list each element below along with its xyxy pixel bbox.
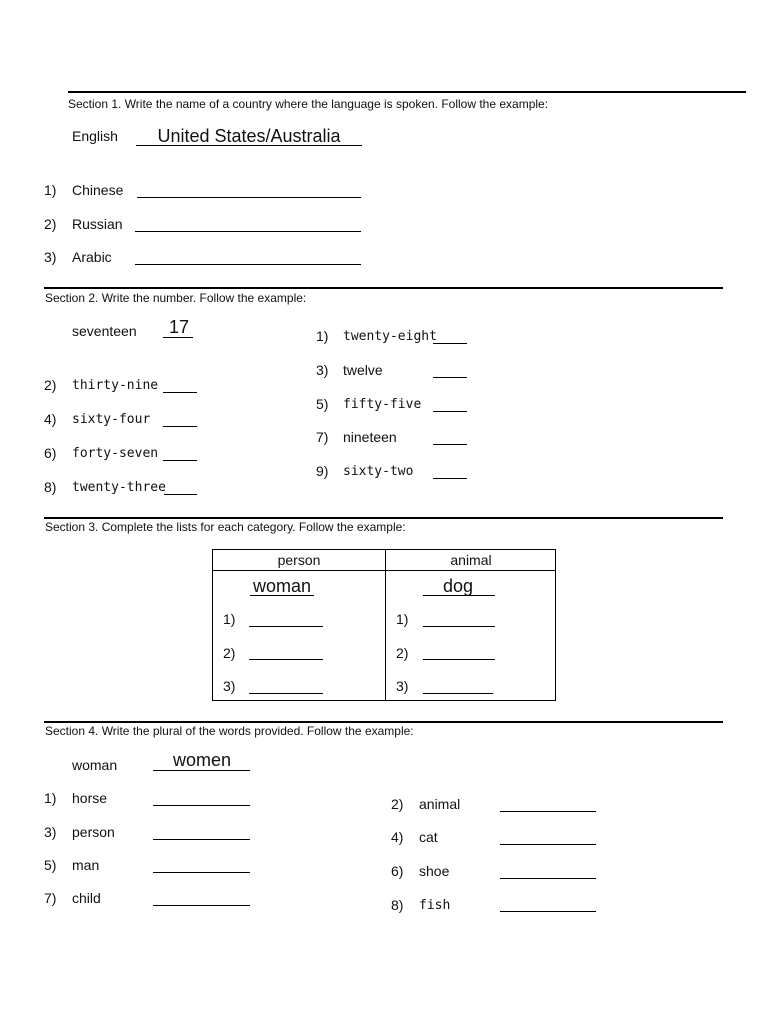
category-table — [212, 549, 556, 701]
section2-item-number: 9) — [316, 463, 329, 479]
section3-rule — [44, 517, 723, 519]
section4-answer-blank[interactable] — [500, 911, 596, 912]
section1-example-answer: United States/Australia — [157, 126, 341, 146]
section4-item-number: 8) — [391, 897, 404, 913]
section2-item-word: nineteen — [343, 429, 397, 445]
section1-example-blank — [136, 145, 362, 146]
section2-item-word: forty-seven — [72, 446, 159, 461]
section1-item-number: 1) — [44, 182, 57, 198]
person-example-blank — [250, 595, 314, 596]
section4-answer-blank[interactable] — [153, 839, 250, 840]
column-header-animal: animal — [450, 552, 492, 568]
section4-example-answer: women — [172, 750, 232, 770]
section4-item-word: animal — [419, 796, 461, 812]
section2-title: Section 2. Write the number. Follow the example: — [45, 291, 307, 305]
section3-title: Section 3. Complete the lists for each category. Follow the example: — [45, 520, 406, 534]
section2-item-number: 4) — [44, 411, 57, 427]
person-answer-blank[interactable] — [249, 626, 323, 627]
animal-item-number: 3) — [396, 678, 409, 694]
section2-answer-blank[interactable] — [433, 377, 467, 378]
section2-item-word: twelve — [343, 362, 383, 378]
section2-example-answer: 17 — [168, 317, 190, 337]
section2-answer-blank[interactable] — [433, 411, 467, 412]
section2-item-number: 2) — [44, 377, 57, 393]
section4-item-number: 6) — [391, 863, 404, 879]
section2-item-number: 3) — [316, 362, 329, 378]
section4-answer-blank[interactable] — [153, 805, 250, 806]
section2-answer-blank[interactable] — [163, 392, 197, 393]
section2-example-word: seventeen — [72, 323, 137, 339]
section1-item-word: Chinese — [72, 182, 124, 198]
section4-item-word: person — [72, 824, 115, 840]
section4-example-blank — [153, 770, 250, 771]
section2-rule — [44, 287, 723, 289]
person-item-number: 2) — [223, 645, 236, 661]
section1-example-word: English — [72, 128, 118, 144]
section4-item-word: fish — [419, 898, 451, 913]
section1-rule — [68, 91, 746, 93]
section2-answer-blank[interactable] — [163, 426, 197, 427]
person-answer-blank[interactable] — [249, 659, 323, 660]
section2-answer-blank[interactable] — [433, 444, 467, 445]
section2-item-number: 6) — [44, 445, 57, 461]
section4-item-number: 2) — [391, 796, 404, 812]
section1-item-word: Arabic — [72, 249, 112, 265]
person-item-number: 3) — [223, 678, 236, 694]
section4-example-word: woman — [72, 757, 118, 773]
section4-item-number: 4) — [391, 829, 404, 845]
section1-answer-blank[interactable] — [135, 264, 361, 265]
table-column-divider — [385, 550, 386, 700]
table-header-divider — [213, 570, 555, 571]
section1-item-number: 3) — [44, 249, 57, 265]
section4-item-word: horse — [72, 790, 108, 806]
section4-title: Section 4. Write the plural of the words provided. Follow the example: — [45, 724, 414, 738]
section2-item-number: 7) — [316, 429, 329, 445]
column-header-person: person — [277, 552, 321, 568]
person-example-answer: woman — [252, 576, 312, 596]
animal-answer-blank[interactable] — [423, 693, 493, 694]
section4-item-number: 3) — [44, 824, 57, 840]
animal-item-number: 1) — [396, 611, 409, 627]
section2-answer-blank[interactable] — [433, 343, 467, 344]
section2-item-number: 5) — [316, 396, 329, 412]
section4-item-word: man — [72, 857, 100, 873]
section2-item-word: sixty-two — [343, 464, 414, 479]
section4-answer-blank[interactable] — [500, 844, 596, 845]
section4-item-word: shoe — [419, 863, 450, 879]
section4-item-word: cat — [419, 829, 438, 845]
section4-answer-blank[interactable] — [153, 905, 250, 906]
section2-item-word: twenty-eight — [343, 329, 437, 344]
section1-title: Section 1. Write the name of a country where the language is spoken. Follow the example: — [68, 97, 549, 111]
section2-answer-blank[interactable] — [164, 494, 197, 495]
section2-item-word: sixty-four — [72, 412, 151, 427]
animal-item-number: 2) — [396, 645, 409, 661]
section4-item-number: 5) — [44, 857, 57, 873]
section2-item-number: 1) — [316, 328, 329, 344]
section4-answer-blank[interactable] — [153, 872, 250, 873]
section2-item-word: thirty-nine — [72, 378, 159, 393]
section2-answer-blank[interactable] — [433, 478, 467, 479]
person-item-number: 1) — [223, 611, 236, 627]
section1-item-word: Russian — [72, 216, 123, 232]
person-answer-blank[interactable] — [249, 693, 323, 694]
section1-answer-blank[interactable] — [135, 231, 361, 232]
section2-item-word: fifty-five — [343, 397, 422, 412]
section1-answer-blank[interactable] — [137, 197, 361, 198]
animal-answer-blank[interactable] — [423, 659, 495, 660]
section2-item-number: 8) — [44, 479, 57, 495]
animal-answer-blank[interactable] — [423, 626, 495, 627]
section1-item-number: 2) — [44, 216, 57, 232]
section4-answer-blank[interactable] — [500, 878, 596, 879]
animal-example-blank — [423, 595, 495, 596]
section2-answer-blank[interactable] — [163, 460, 197, 461]
section4-item-number: 1) — [44, 790, 57, 806]
section4-item-number: 7) — [44, 890, 57, 906]
animal-example-answer: dog — [442, 576, 474, 596]
section2-example-blank — [163, 337, 193, 338]
section4-rule — [44, 721, 723, 723]
section4-answer-blank[interactable] — [500, 811, 596, 812]
section4-item-word: child — [72, 890, 101, 906]
section2-item-word: twenty-three — [72, 480, 166, 495]
